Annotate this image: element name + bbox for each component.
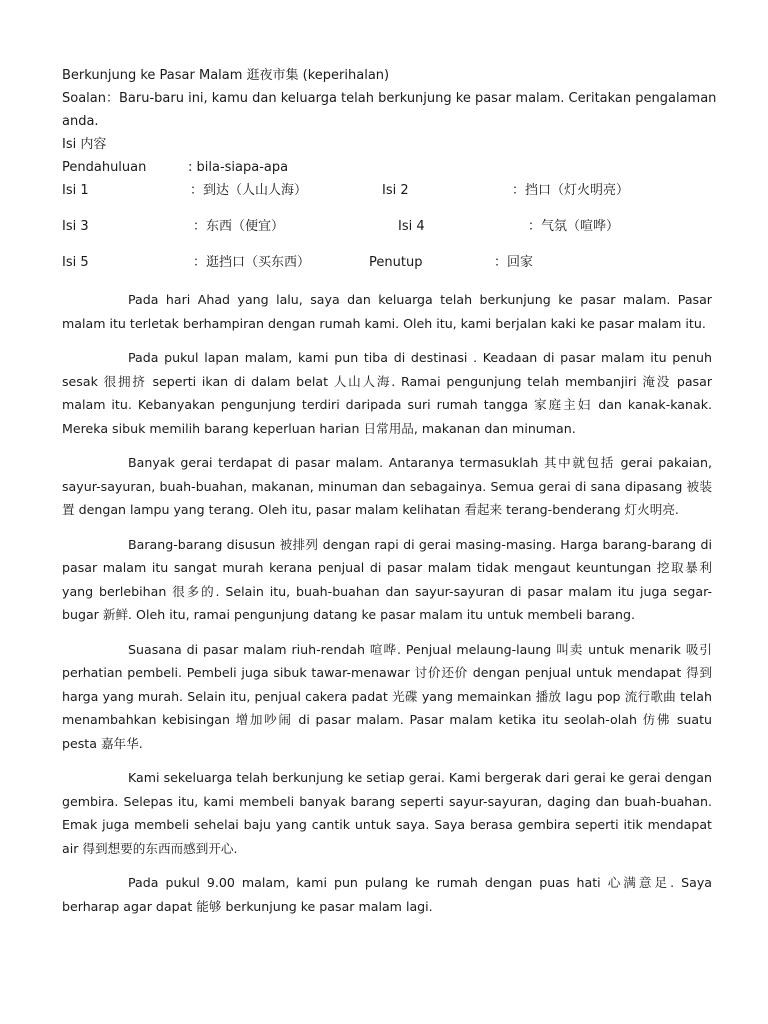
outline-value-isi-5: ：逛挡口（买东西） (193, 255, 311, 270)
outline-row-2 (62, 215, 712, 238)
outline-label-isi-4: Isi 4 (398, 219, 425, 234)
outline-row-1 (62, 179, 712, 202)
outline-value-isi-4: ：气氛（喧哗） (528, 219, 620, 234)
outline-label-penutup: Penutup (369, 255, 423, 270)
outline-value-isi-3: ：东西（便宜） (193, 219, 285, 234)
essay-paragraph: Suasana di pasar malam riuh-rendah 喧哗. Penjual melaung-laung 叫卖 untuk menarik 吸引 perhatian pembeli. Pembeli juga sibuk tawar-menawar 讨价还价 dengan penjual untuk mendapat 得到 harga yang murah. Selain itu, penjual cakera padat 光碟 yang memainkan 播放 lagu pop 流行歌曲 telah menambahkan kebisingan 增加吵闹 di pasar malam. Pasar malam ketika itu seolah-olah 仿佛 suatu pesta 嘉年华. (62, 641, 712, 751)
outline-intro-label: Pendahuluan (62, 160, 147, 175)
essay-paragraph: Banyak gerai terdapat di pasar malam. Antaranya termasuklah 其中就包括 gerai pakaian, sayur-sayuran, buah-buahan, makanan, minuman dan sebagainya. Semua gerai di sana dipasang 被装置 dengan lampu yang terang. Oleh itu, pasar malam kelihatan 看起来 terang-benderang 灯火明亮. (62, 455, 712, 517)
essay-paragraph: Pada pukul lapan malam, kami pun tiba di destinasi . Keadaan di pasar malam itu penuh sesak 很拥挤 seperti ikan di dalam belat 人山人海. Ramai pengunjung telah membanjiri 淹没 pasar malam itu. Kebanyakan pengunjung terdiri daripada suri rumah tangga 家庭主妇 dan kanak-kanak. Mereka sibuk memilih barang keperluan harian 日常用品, makanan dan minuman. (62, 350, 712, 436)
outline-row-3 (62, 251, 712, 274)
outline-heading: Isi 内容 (62, 137, 107, 152)
outline-label-isi-2: Isi 2 (382, 183, 409, 198)
outline-intro-row (62, 156, 712, 179)
document-title: Berkunjung ke Pasar Malam 逛夜市集 (keperihalan) (62, 68, 390, 83)
essay-paragraph: Pada pukul 9.00 malam, kami pun pulang ke rumah dengan puas hati 心满意足. Saya berharap agar dapat 能够 berkunjung ke pasar malam lagi. (62, 875, 712, 914)
outline-value-isi-2: ：挡口（灯火明亮） (512, 183, 630, 198)
outline-label-isi-1: Isi 1 (62, 183, 89, 198)
question-line-2: anda. (62, 114, 99, 129)
outline-value-penutup: ：回家 (494, 255, 534, 270)
outline-label-isi-5: Isi 5 (62, 255, 89, 270)
outline-label-isi-3: Isi 3 (62, 219, 89, 234)
essay-paragraph: Barang-barang disusun 被排列 dengan rapi di gerai masing-masing. Harga barang-barang di pasar malam itu sangat murah kerana penjual di pasar malam tidak mengaut keuntungan 挖取暴利 yang berlebihan 很多的. Selain itu, buah-buahan dan sayur-sayuran di pasar malam itu juga segar-bugar 新鲜. Oleh itu, ramai pengunjung datang ke pasar malam itu untuk membeli barang. (62, 536, 712, 622)
document-page (62, 64, 717, 929)
question-line-1: Soalan：Baru-baru ini, kamu dan keluarga telah berkunjung ke pasar malam. Ceritakan pengalaman (62, 91, 717, 106)
outline-intro-value: : bila-siapa-apa (188, 160, 289, 175)
essay-paragraph: Pada hari Ahad yang lalu, saya dan keluarga telah berkunjung ke pasar malam. Pasar malam itu terletak berhampiran dengan rumah kami. Oleh itu, kami berjalan kaki ke pasar malam itu. (62, 292, 712, 331)
outline-value-isi-1: ：到达（人山人海） (190, 183, 308, 198)
essay-paragraph: Kami sekeluarga telah berkunjung ke setiap gerai. Kami bergerak dari gerai ke gerai dengan gembira. Selepas itu, kami membeli banyak barang seperti sayur-sayuran, daging dan buah-buahan. Emak juga membeli sehelai baju yang cantik untuk saya. Saya berasa gembira seperti itik mendapat air 得到想要的东西而感到开心. (62, 770, 712, 856)
